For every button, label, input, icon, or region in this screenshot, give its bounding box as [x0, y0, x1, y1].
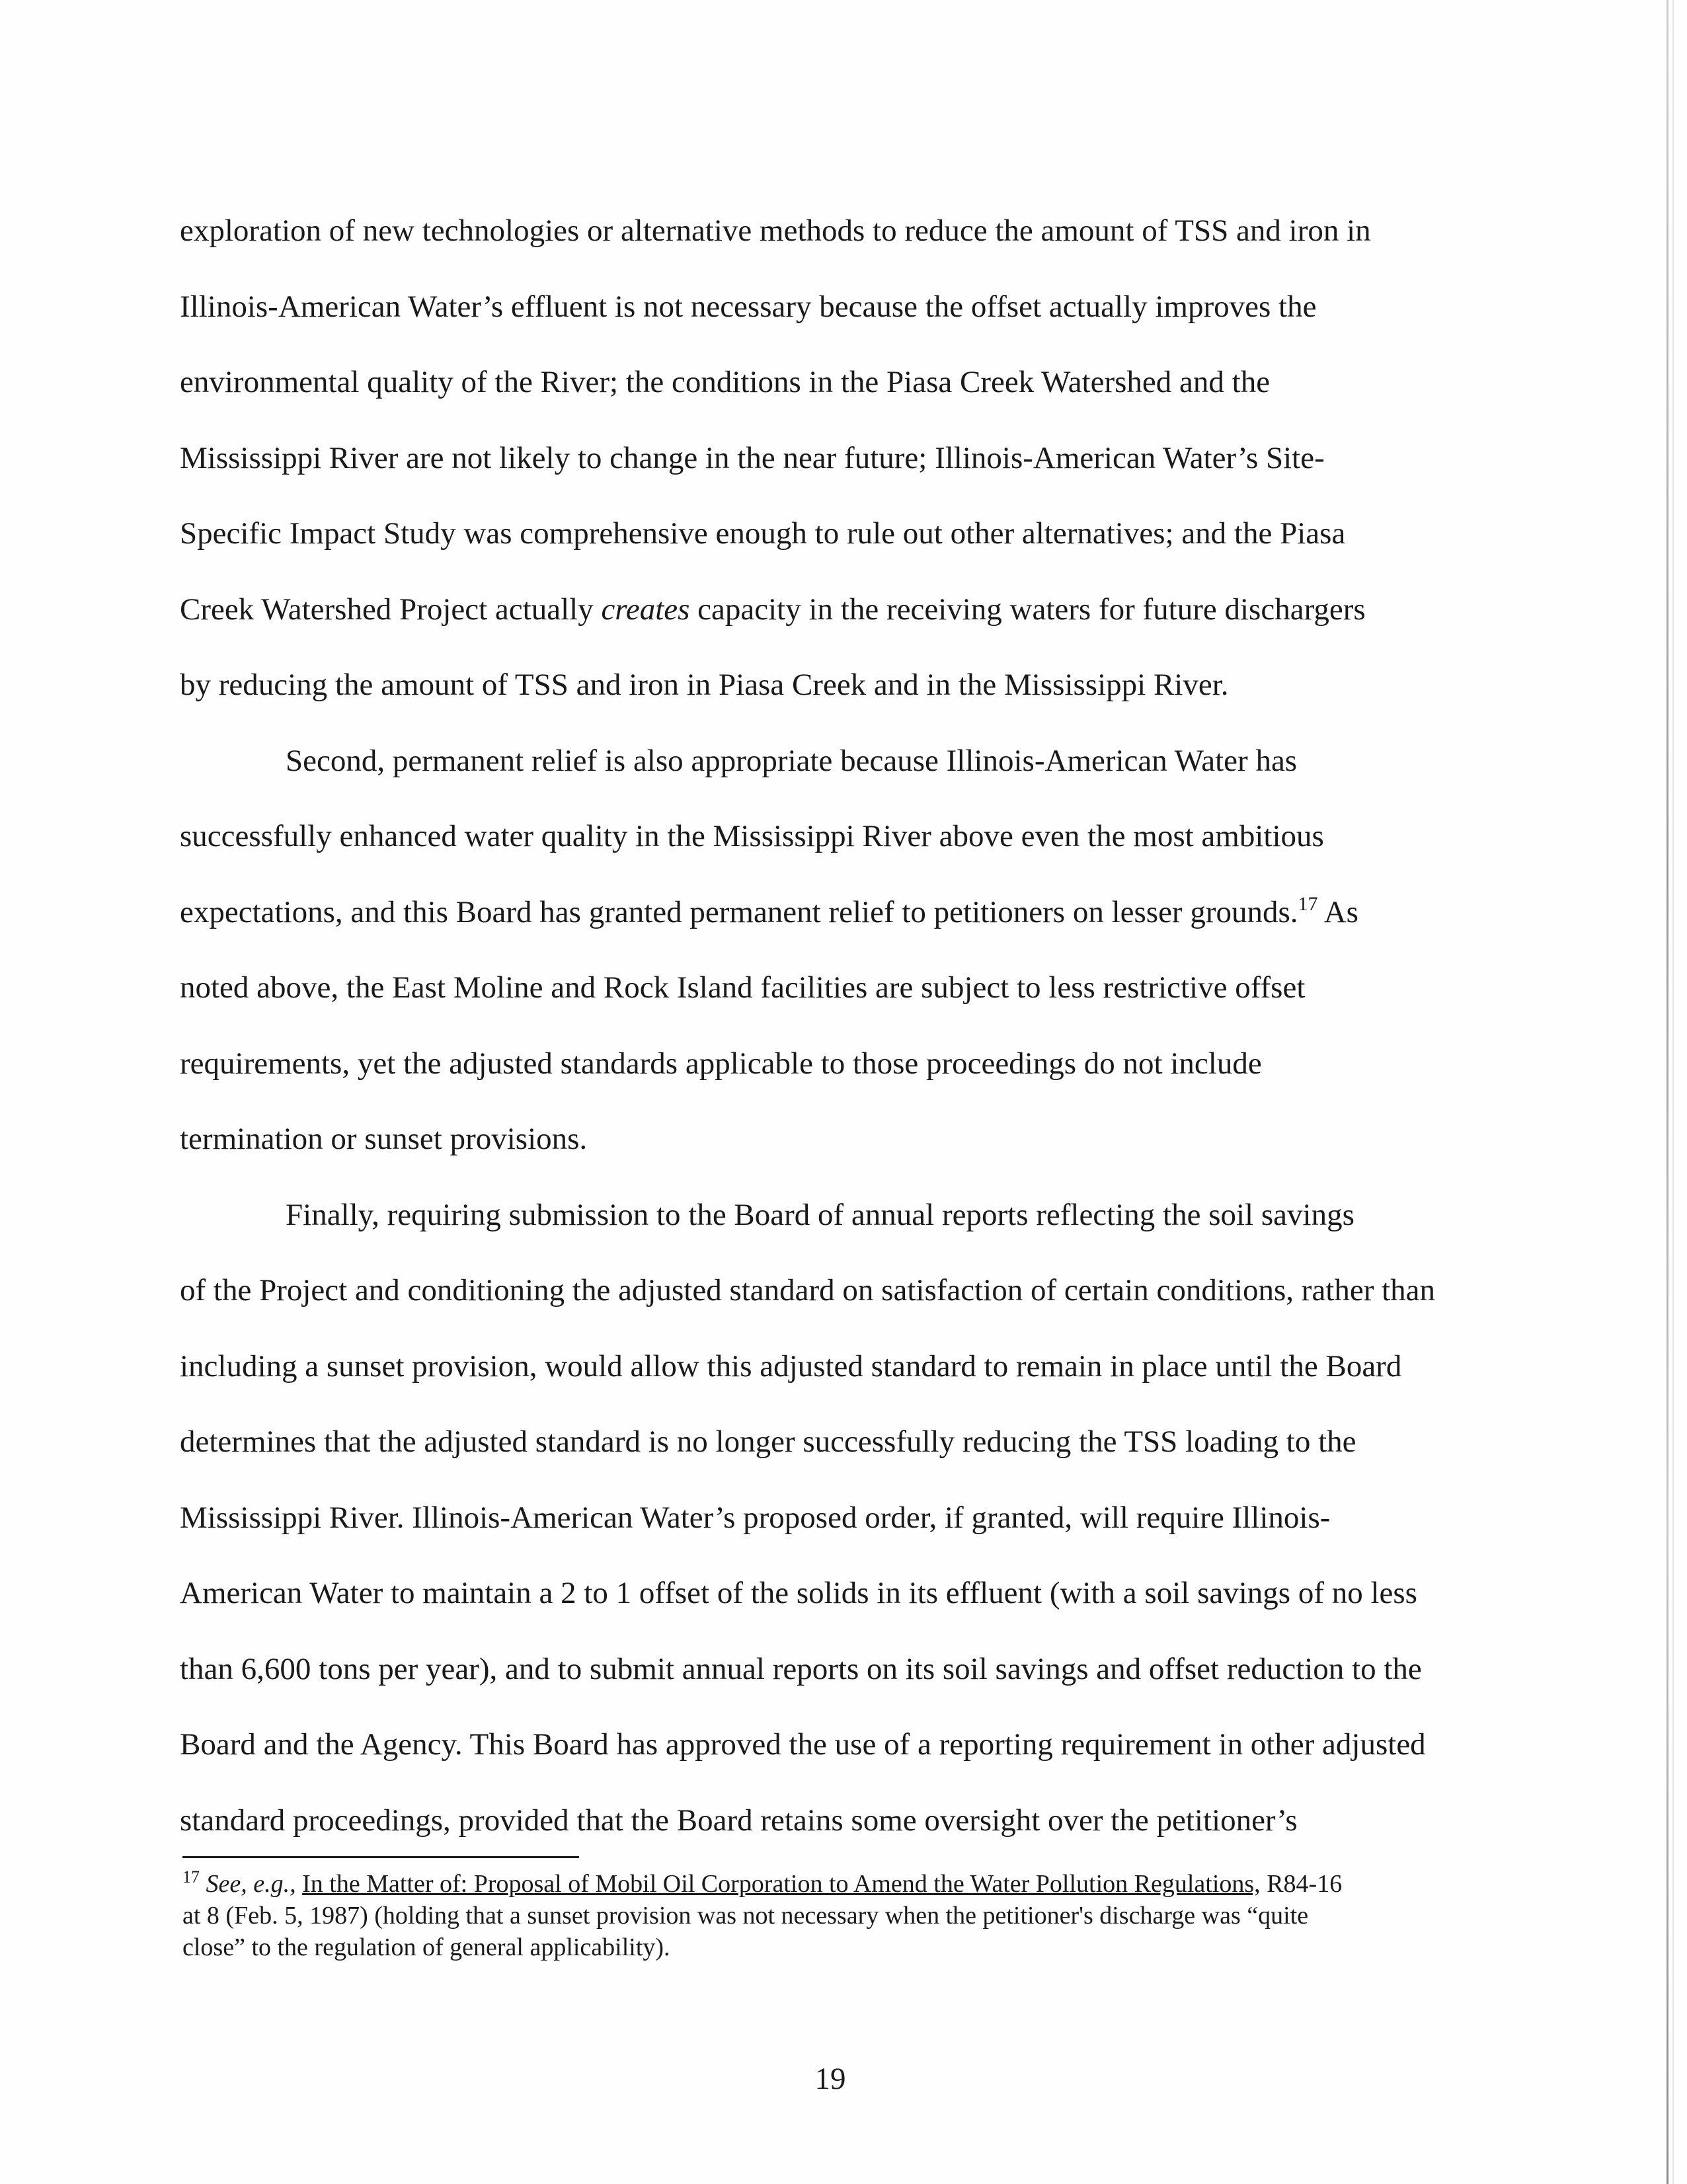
text-line: successfully enhanced water quality in the Mississippi River above even the most ambitious: [180, 819, 1324, 853]
text-line: termination or sunset provisions.: [180, 1122, 588, 1156]
text-line: [180, 572, 1502, 648]
case-title: In the Matter of: Proposal of Mobil Oil Corporation to Amend the Water Pollution Regulations,: [302, 1870, 1261, 1898]
text-line: of the Project and conditioning the adjusted standard on satisfaction of certain conditions, rather than: [180, 1273, 1436, 1307]
text-line: Specific Impact Study was comprehensive enough to rule out other alternatives; and the Piasa: [180, 516, 1346, 551]
text-line: noted above, the East Moline and Rock Island facilities are subject to less restrictive offset: [180, 970, 1306, 1005]
paragraph-1: [180, 193, 1502, 723]
body-text: [180, 193, 1502, 1858]
page-number-text: 19: [814, 2062, 846, 2096]
paragraph-2: [180, 723, 1502, 1177]
scan-edge: [1672, 0, 1674, 2184]
text-line: including a sunset provision, would allow this adjusted standard to remain in place until the Board: [180, 1348, 1402, 1384]
text-line: requirements, yet the adjusted standards applicable to those proceedings do not include: [180, 1046, 1262, 1081]
paragraph-3: [180, 1177, 1502, 1859]
footnote: [182, 1868, 1478, 1963]
text-line: Board and the Agency. This Board has approved the use of a reporting requirement in other adjusted: [180, 1727, 1426, 1762]
text-line: [180, 875, 1502, 951]
page-number: [0, 2061, 1687, 2097]
text-segment: expectations, and this Board has granted permanent relief to petitioners on lesser grounds.: [180, 894, 1298, 929]
text-line: than 6,600 tons per year), and to submit annual reports on its soil savings and offset reduction to the: [180, 1651, 1422, 1686]
text-line: Finally, requiring submission to the Board of annual reports reflecting the soil savings: [286, 1197, 1354, 1232]
footnote-separator: [182, 1856, 579, 1858]
text-line: determines that the adjusted standard is no longer successfully reducing the TSS loading to the: [180, 1424, 1356, 1459]
text-line: Mississippi River are not likely to change in the near future; Illinois-American Water’s Site-: [180, 440, 1325, 475]
text-line: Mississippi River. Illinois-American Water’s proposed order, if granted, will require Illinois-: [180, 1500, 1331, 1535]
text-line: Second, permanent relief is also appropriate because Illinois-American Water has: [286, 743, 1298, 778]
text-segment: As: [1317, 894, 1358, 929]
emphasis-text: creates: [601, 592, 690, 627]
text-line: by reducing the amount of TSS and iron in Piasa Creek and in the Mississippi River.: [180, 668, 1229, 702]
footnote-line: at 8 (Feb. 5, 1987) (holding that a sunset provision was not necessary when the petitioner's discharge was “quite: [182, 1902, 1309, 1930]
text-line: environmental quality of the River; the conditions in the Piasa Creek Watershed and the: [180, 365, 1271, 399]
citation-signal: See, e.g.,: [206, 1870, 296, 1898]
footnote-number: 17: [182, 1867, 200, 1887]
text-segment: capacity in the receiving waters for future dischargers: [689, 592, 1366, 627]
footnote-text: R84-16: [1260, 1870, 1343, 1898]
footnote-line: close” to the regulation of general applicability).: [182, 1933, 670, 1961]
text-line: exploration of new technologies or alternative methods to reduce the amount of TSS and iron in: [180, 214, 1371, 248]
text-segment: Creek Watershed Project actually: [180, 592, 602, 627]
scan-edge-shadow: [1667, 0, 1668, 2184]
text-line: standard proceedings, provided that the Board retains some oversight over the petitioner’s: [180, 1803, 1298, 1838]
footnote-reference[interactable]: 17: [1298, 892, 1318, 915]
text-line: Illinois-American Water’s effluent is not necessary because the offset actually improves the: [180, 289, 1317, 324]
footnote-line: [182, 1868, 1478, 1900]
text-line: American Water to maintain a 2 to 1 offset of the solids in its effluent (with a soil savings of no less: [180, 1576, 1417, 1610]
